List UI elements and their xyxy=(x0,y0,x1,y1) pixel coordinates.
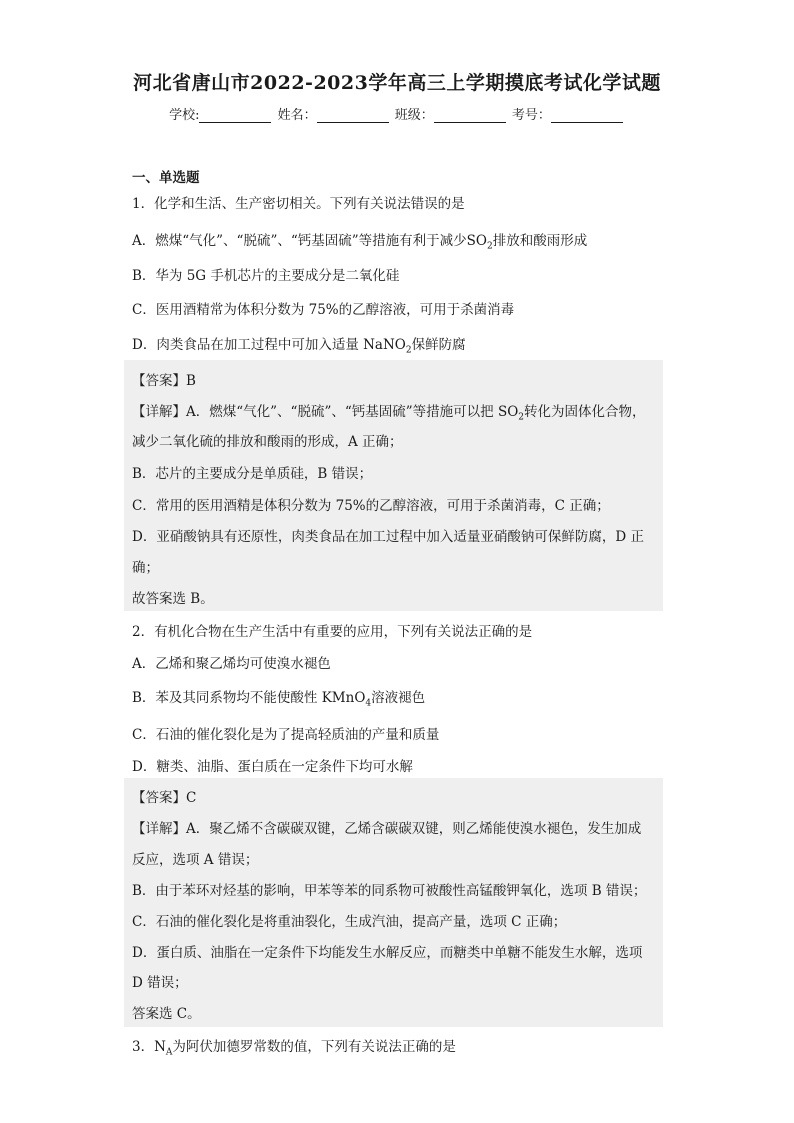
q2-detail-line: 答案选 C。 xyxy=(132,1006,201,1022)
q2-detail-line: B．由于苯环对烃基的影响，甲苯等苯的同系物可被酸性高锰酸钾氧化，选项 B 错误； xyxy=(132,883,647,899)
q2-detail-line: 反应，选项 A 错误； xyxy=(132,852,259,868)
q1-detail-line: D．亚硝酸钠具有还原性，肉类食品在加工过程中加入适量亚硝酸钠可保鲜防腐，D 正 xyxy=(132,529,644,545)
q1-stem: 1．化学和生活、生产密切相关。下列有关说法错误的是 xyxy=(132,196,465,212)
q2-answer: 【答案】C xyxy=(132,790,197,806)
exam-number-blank[interactable] xyxy=(551,108,623,123)
q3-stem: 3．$N_A$为阿伏加德罗常数的值，下列有关说法正确的是 xyxy=(132,1039,456,1058)
document-title: 河北省唐山市2022-2023学年高三上学期摸底考试化学试题 xyxy=(133,72,661,94)
q1-detail-line: 故答案选 B。 xyxy=(132,591,214,607)
q2-option-a: A．乙烯和聚乙烯均可使溴水褪色 xyxy=(132,656,331,672)
school-label: 学校: xyxy=(169,108,200,123)
class-label: 班级： xyxy=(394,108,434,123)
q1-detail-line: 确； xyxy=(132,560,159,576)
q2-detail-line: D．蛋白质、油脂在一定条件下均能发生水解反应，而糖类中单糖不能发生水解，选项 xyxy=(132,945,643,961)
q1-option-a: A．燃煤“气化”、“脱硫”、“钙基固硫”等措施有利于减少$SO_2$排放和酸雨形成 xyxy=(132,233,588,252)
q1-detail-line: B．芯片的主要成分是单质硅，B 错误； xyxy=(132,466,373,482)
exam-number-label: 考号： xyxy=(511,108,551,123)
name-blank[interactable] xyxy=(317,108,389,123)
q2-answer-box xyxy=(124,778,663,1027)
q1-answer: 【答案】B xyxy=(132,373,196,389)
q2-detail-line: C．石油的催化裂化是将重油裂化，生成汽油，提高产量，选项 C 正确； xyxy=(132,914,567,930)
class-blank[interactable] xyxy=(434,108,506,123)
q1-detail-line: 减少二氧化硫的排放和酸雨的形成，A 正确； xyxy=(132,434,403,450)
q2-detail-line: 【详解】A．聚乙烯不含碳碳双键，乙烯含碳碳双键，则乙烯能使溴水褪色，发生加成 xyxy=(132,821,642,837)
q1-option-b: B．华为 5G 手机芯片的主要成分是二氧化硅 xyxy=(132,268,400,284)
q1-answer-box xyxy=(124,360,663,611)
q1-detail-line: 【详解】A．燃煤“气化”、“脱硫”、“钙基固硫”等措施可以把 $SO_2$转化为固体化合物， xyxy=(132,404,646,423)
q2-option-b: B．苯及其同系物均不能使酸性 KMnO$_4$溶液褪色 xyxy=(132,690,426,709)
q2-detail-line: D 错误； xyxy=(132,975,188,991)
q1-option-c: C．医用酒精常为体积分数为 75%的乙醇溶液，可用于杀菌消毒 xyxy=(132,302,515,318)
q2-option-d: D．糖类、油脂、蛋白质在一定条件下均可水解 xyxy=(132,759,413,775)
student-info-line xyxy=(0,104,794,123)
name-label: 姓名： xyxy=(277,108,317,123)
q2-stem: 2．有机化合物在生产生活中有重要的应用，下列有关说法正确的是 xyxy=(132,624,533,640)
q1-option-d: D．肉类食品在加工过程中可加入适量 NaNO$_2$保鲜防腐 xyxy=(132,337,466,356)
school-blank[interactable] xyxy=(199,108,271,123)
section-title: 一、单选题 xyxy=(132,170,200,186)
q2-option-c: C．石油的催化裂化是为了提高轻质油的产量和质量 xyxy=(132,727,440,743)
q1-detail-line: C．常用的医用酒精是体积分数为 75%的乙醇溶液，可用于杀菌消毒，C 正确； xyxy=(132,498,610,514)
